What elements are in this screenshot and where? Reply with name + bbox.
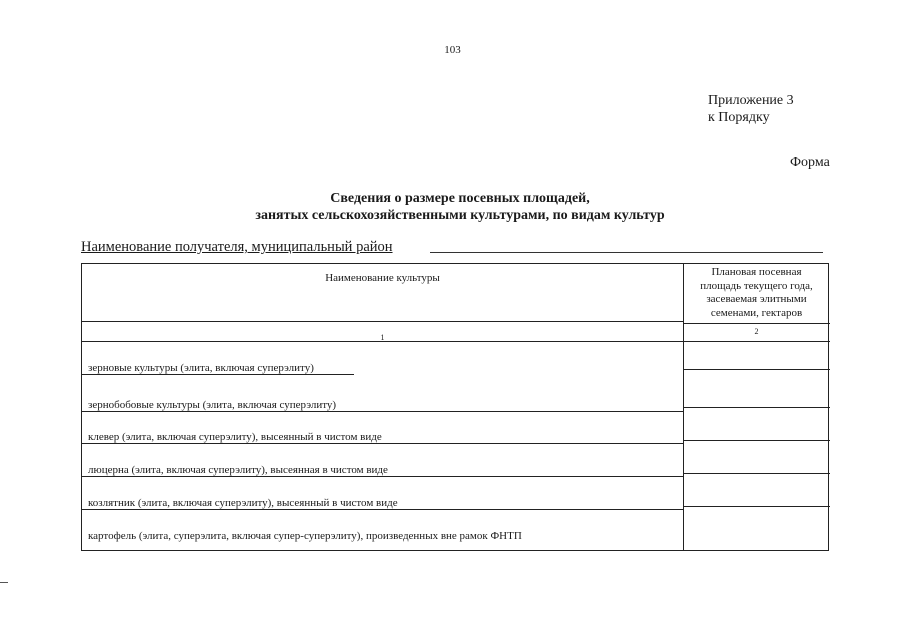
crop-area-table	[81, 263, 829, 551]
row-underline	[82, 476, 683, 477]
row-underline	[82, 443, 683, 444]
title-line-1: Сведения о размере посевных площадей,	[330, 191, 590, 206]
numbers-bottom-line	[82, 341, 830, 342]
header-planned-area-line-4: семенами, гектаров	[710, 306, 803, 319]
row-label-legumes: зернобобовые культуры (элита, включая суперэлиту)	[88, 399, 337, 411]
title-line-2: занятых сельскохозяйственными культурами, по видам культур	[255, 208, 665, 223]
column-number-1: 1	[380, 333, 385, 342]
document-title	[130, 190, 790, 224]
margin-mark	[0, 582, 8, 583]
page-number: 103	[444, 44, 461, 56]
row-divider-col2	[683, 473, 830, 474]
row-divider-col2	[683, 407, 830, 408]
appendix-reference	[708, 92, 794, 126]
header-planned-area-line-1: Плановая посевная	[711, 266, 802, 278]
appendix-order: к Порядку	[708, 110, 770, 125]
row-label-galega: козлятник (элита, включая суперэлиту), высеянный в чистом виде	[88, 497, 398, 509]
recipient-label: Наименование получателя, муниципальный район	[81, 239, 393, 255]
row-divider-col2	[683, 440, 830, 441]
header-planned-area	[684, 266, 829, 320]
row-label-alfalfa: люцерна (элита, включая суперэлиту), высеянная в чистом виде	[88, 464, 388, 476]
row-label-grain: зерновые культуры (элита, включая суперэлиту)	[88, 362, 314, 374]
header-crop-name: Наименование культуры	[325, 272, 440, 284]
row-label-potato: картофель (элита, суперэлита, включая супер-суперэлиту), произведенных вне рамок ФНТП	[88, 530, 522, 542]
recipient-input-line[interactable]	[430, 252, 823, 253]
column-number-2: 2	[754, 327, 759, 336]
header-planned-area-line-2: площадь текущего года,	[700, 279, 813, 292]
header-planned-area-line-3: засеваемая элитными	[706, 293, 807, 305]
row-underline	[82, 374, 354, 375]
header-bottom-line	[82, 321, 683, 322]
header-bottom-line-col2	[683, 323, 830, 324]
form-label: Форма	[790, 155, 830, 170]
row-underline	[82, 411, 683, 412]
row-label-clover: клевер (элита, включая суперэлиту), высеянный в чистом виде	[88, 431, 382, 443]
row-underline	[82, 509, 683, 510]
row-divider-col2	[683, 369, 830, 370]
appendix-number: Приложение 3	[708, 93, 794, 108]
row-divider-col2	[683, 506, 830, 507]
